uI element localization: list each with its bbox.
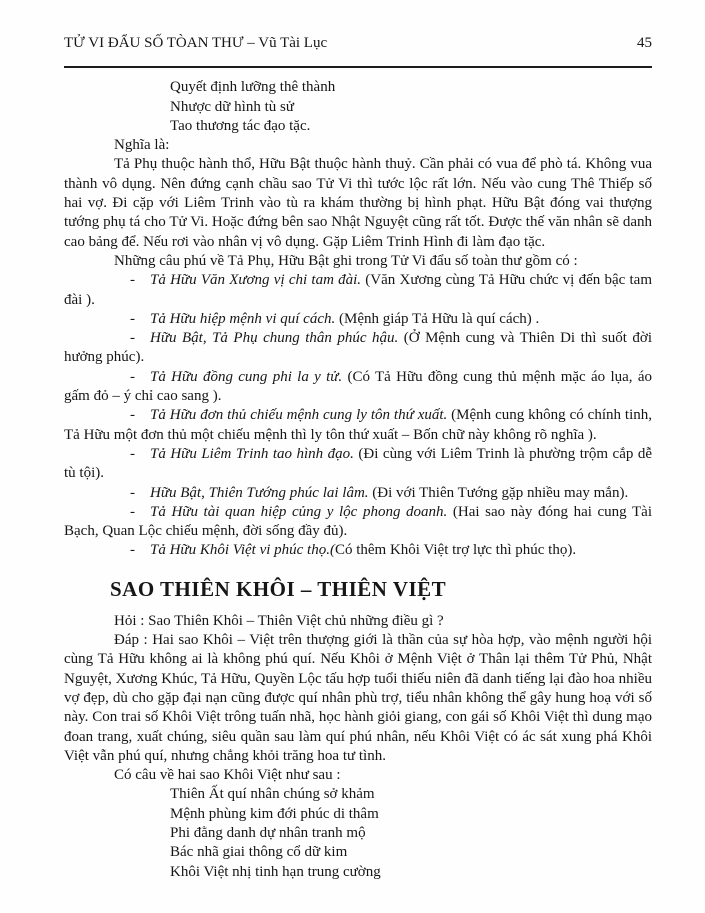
phu-item bbox=[64, 445, 652, 484]
verse-line: Khôi Việt nhị tinh hạn trung cường bbox=[170, 863, 381, 880]
verse-line: Bác nhã giai thông cổ dữ kim bbox=[170, 844, 348, 861]
verse-block-2 bbox=[170, 785, 652, 881]
phu-gloss: Có thêm Khôi Việt trợ lực thì phúc thọ). bbox=[334, 542, 577, 559]
phu-item bbox=[64, 503, 652, 542]
running-header bbox=[64, 34, 652, 53]
section-heading: SAO THIÊN KHÔI – THIÊN VIỆT bbox=[110, 576, 447, 601]
phu-gloss: (Mệnh giáp Tả Hữu là quí cách) . bbox=[335, 310, 540, 327]
dash-bullet: - bbox=[130, 310, 135, 327]
phu-phrase: Hữu Bật, Thiên Tướng phúc lai lâm. bbox=[150, 484, 369, 501]
dash-bullet: - bbox=[130, 330, 135, 347]
dash-bullet: - bbox=[130, 484, 135, 501]
verse-block-1 bbox=[170, 78, 652, 136]
phu-item bbox=[64, 329, 652, 368]
phu-phrase: Tả Hữu hiệp mệnh vi quí cách. bbox=[150, 310, 336, 327]
verse-line: Phi đằng danh dự nhân tranh mộ bbox=[170, 824, 366, 841]
phu-gloss: (Đi với Thiên Tướng gặp nhiều may mắn). bbox=[368, 484, 629, 501]
header-rule bbox=[64, 66, 652, 68]
phu-phrase: Hữu Bật, Tả Phụ chung thân phúc hậu. bbox=[150, 330, 399, 347]
meaning-label: Nghĩa là: bbox=[114, 137, 170, 154]
phu-phrase: Tả Hữu Liêm Trinh tao hình đạo. bbox=[150, 445, 354, 462]
quote-intro: Có câu về hai sao Khôi Việt như sau : bbox=[114, 767, 341, 784]
question-line: Hỏi : Sao Thiên Khôi – Thiên Việt chủ những điều gì ? bbox=[114, 612, 444, 629]
verse-line: Thiên Ất quí nhân chúng sở khảm bbox=[170, 786, 375, 803]
phu-phrase: Tả Hữu Văn Xương vị chi tam đài. bbox=[150, 272, 362, 289]
verse-line: Nhược dữ hình tù sử bbox=[170, 98, 294, 115]
dash-bullet: - bbox=[130, 272, 135, 289]
dash-bullet: - bbox=[130, 503, 135, 520]
phu-gloss: (Đi cùng với Liêm Trinh là phường trộm cắp dễ tù tội). bbox=[64, 445, 653, 482]
paragraph-meaning: Tả Phụ thuộc hành thổ, Hữu Bật thuộc hành thuỷ. Cần phải có vua để phò tá. Không vua thành vô dụng. Nên đứng cạnh chầu sao Tử Vi thì tước lộc rất lớn. Nếu vào cung Thê Thiếp số hai vợ. Đi cặp với Liêm Trinh vào tù ra khám thường bị hình phạt. Hữu Bật đóng vai thượng tướng phụ tá cho Tử Vi. Hoặc đứng bên sao Nhật Nguyệt cũng rất tốt. Được thế văn nhân sẽ danh cao bảng để. Nếu rơi vào nhân vị vô dụng. Gặp Liêm Trinh Hình đi làm đạo tặc. bbox=[64, 156, 652, 250]
phu-phrase: Tả Hữu đồng cung phi la y tử. bbox=[150, 368, 343, 385]
phu-item bbox=[64, 310, 652, 329]
phu-item bbox=[64, 541, 652, 560]
header-title: TỬ VI ĐẨU SỐ TÒAN THƯ – Vũ Tài Lục bbox=[64, 35, 328, 51]
dash-bullet: - bbox=[130, 407, 135, 424]
phu-gloss: (Hai sao này đóng hai cung Tài Bạch, Quan Lộc chiếu mệnh, đời sống đầy đủ). bbox=[64, 503, 652, 540]
phu-gloss: (Có Tả Hữu đồng cung thủ mệnh mặc áo lụa, áo gấm đỏ – ý chỉ cao sang ). bbox=[64, 368, 652, 405]
dash-bullet: - bbox=[130, 368, 135, 385]
phu-phrase: Tả Hữu tài quan hiệp củng y lộc phong doanh. bbox=[150, 503, 448, 520]
dash-bullet: - bbox=[130, 542, 135, 559]
phu-gloss: (Ở Mệnh cung và Thiên Di thì suốt đời hưởng phúc). bbox=[64, 330, 652, 366]
phu-item bbox=[64, 271, 652, 310]
phu-item bbox=[64, 368, 652, 407]
phu-item bbox=[64, 484, 652, 503]
phu-phrase: Tả Hữu đơn thủ chiếu mệnh cung ly tôn thứ xuất. bbox=[150, 407, 448, 424]
verse-line: Tao thương tác đạo tặc. bbox=[170, 117, 311, 134]
phu-phrase: Tả Hữu Khôi Việt vi phúc thọ.( bbox=[150, 542, 335, 559]
phu-gloss: (Văn Xương cùng Tả Hữu chức vị đến bậc tam đài ). bbox=[64, 272, 652, 308]
phu-item bbox=[64, 406, 652, 445]
verse-line: Quyết định lưỡng thê thành bbox=[170, 79, 336, 96]
dash-bullet: - bbox=[130, 445, 135, 462]
answer-paragraph: Đáp : Hai sao Khôi – Việt trên thượng giới là thần của sự hòa hợp, vào mệnh người hội cùng Tả Hữu không ai là không phú quí. Nếu Khôi ở Mệnh Việt ở Thân lại thêm Tử Phủ, Nhật Nguyệt, Xương Khúc, Tả Hữu, Quyền Lộc tấu hợp tuổi thiếu niên đã danh tiếng lại đào hoa nhiều vợ đẹp, dù cho gặp đại nạn cũng được quí nhân phù trợ, tiểu nhân không thể gây hung hoạ với số này. Con trai số Khôi Việt trông tuấn nhã, học hành giỏi giang, con gái số Khôi Việt thì dung mạo đoan trang, xuất chúng, siêu quần sau làm quí phú nhân, nếu Khôi Việt có ác sát xung phá Khôi Việt vẫn phú quí, nhưng chẳng khỏi trăng hoa tư tình. bbox=[64, 632, 652, 764]
phu-intro: Những câu phú về Tả Phụ, Hữu Bật ghi trong Tử Vi đẩu số toàn thư gồm có : bbox=[114, 252, 578, 269]
verse-line: Mệnh phùng kim đới phúc di thâm bbox=[170, 805, 379, 822]
page-number: 45 bbox=[637, 35, 652, 51]
phu-gloss: (Mệnh cung không có chính tinh, Tả Hữu một đơn thủ một chiếu mệnh thì ly tôn thứ xuất – Bốn chữ này không rõ nghĩa ). bbox=[64, 407, 652, 443]
